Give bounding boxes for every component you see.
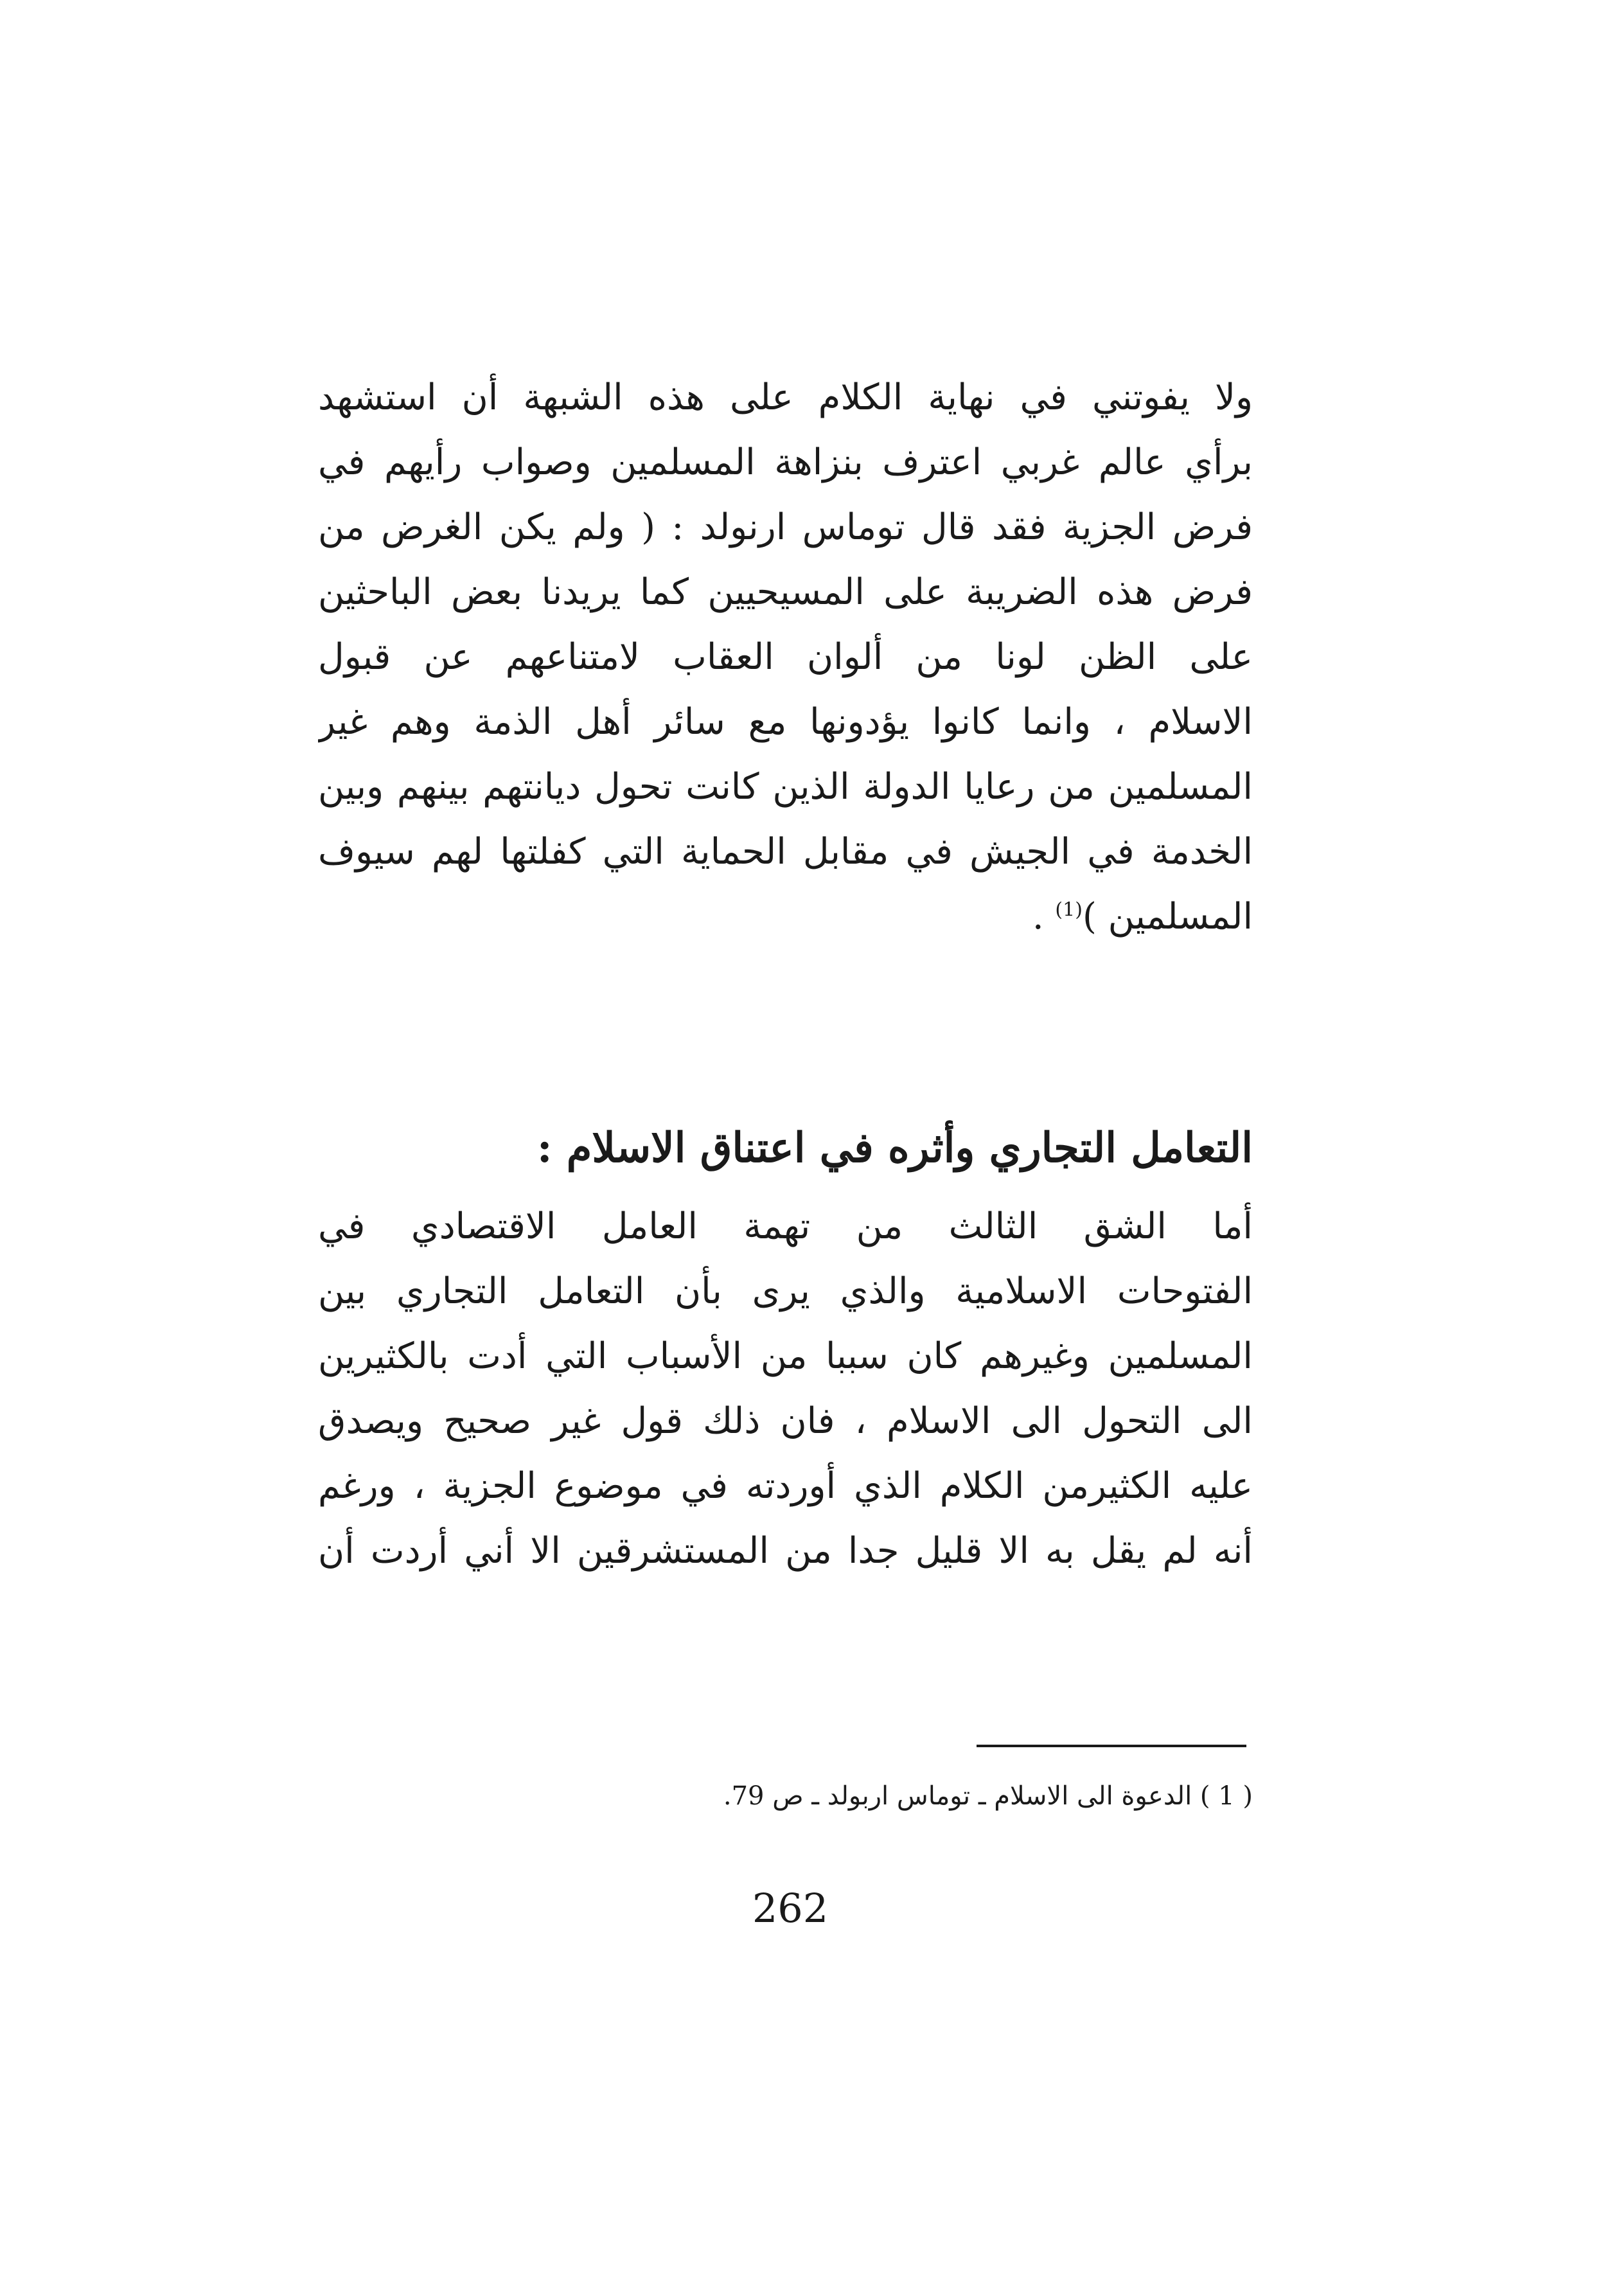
last-line-text: المسلمين )	[1082, 896, 1253, 938]
text-line: فرض هذه الضريبة على المسيحيين كما يريدنا بعض الباحثين	[318, 571, 1253, 613]
text-line: أنه لم يقل به الا قليل جدا من المستشرقين الا أني أردت أن	[318, 1530, 1253, 1572]
footnote: ( 1 ) الدعوة الى الاسلام ـ توماس اربولد ـ ص 79.	[723, 1781, 1253, 1811]
text-line: الفتوحات الاسلامية والذي يرى بأن التعامل التجاري بين	[318, 1270, 1253, 1312]
text-line: المسلمين وغيرهم كان سببا من الأسباب التي أدت بالكثيرين	[318, 1335, 1253, 1377]
text-line: برأي عالم غربي اعترف بنزاهة المسلمين وصواب رأيهم في	[318, 441, 1253, 483]
page-number: 262	[752, 1885, 829, 1932]
text-line: على الظن لونا من ألوان العقاب لامتناعهم عن قبول	[318, 636, 1253, 678]
text-line: عليه الكثيرمن الكلام الذي أوردته في موضوع الجزية ، ورغم	[318, 1465, 1253, 1507]
text-line: الخدمة في الجيش في مقابل الحماية التي كفلتها لهم سيوف	[318, 831, 1253, 873]
text-line: ولا يفوتني في نهاية الكلام على هذه الشبهة أن استشهد	[318, 377, 1253, 418]
text-line: فرض الجزية فقد قال توماس ارنولد : ( ولم يكن الغرض من	[318, 506, 1253, 548]
text-line: الاسلام ، وانما كانوا يؤدونها مع سائر أهل الذمة وهم غير	[318, 701, 1253, 743]
text-line: أما الشق الثالث من تهمة العامل الاقتصادي في	[318, 1206, 1253, 1247]
footnote-divider	[977, 1745, 1246, 1747]
last-line-end: .	[1032, 896, 1056, 938]
paragraph-1	[318, 365, 1253, 949]
text-line: المسلمين من رعايا الدولة الذين كانت تحول ديانتهم بينهم وبين	[318, 766, 1253, 808]
section-heading: التعامل التجاري وأثره في اعتناق الاسلام :	[536, 1124, 1253, 1172]
text-line: الى التحول الى الاسلام ، فان ذلك قول غير صحيح ويصدق	[318, 1400, 1253, 1442]
footnote-reference[interactable]: (1)	[1055, 898, 1083, 921]
text-line-last	[318, 884, 1253, 949]
paragraph-2	[318, 1194, 1253, 1583]
